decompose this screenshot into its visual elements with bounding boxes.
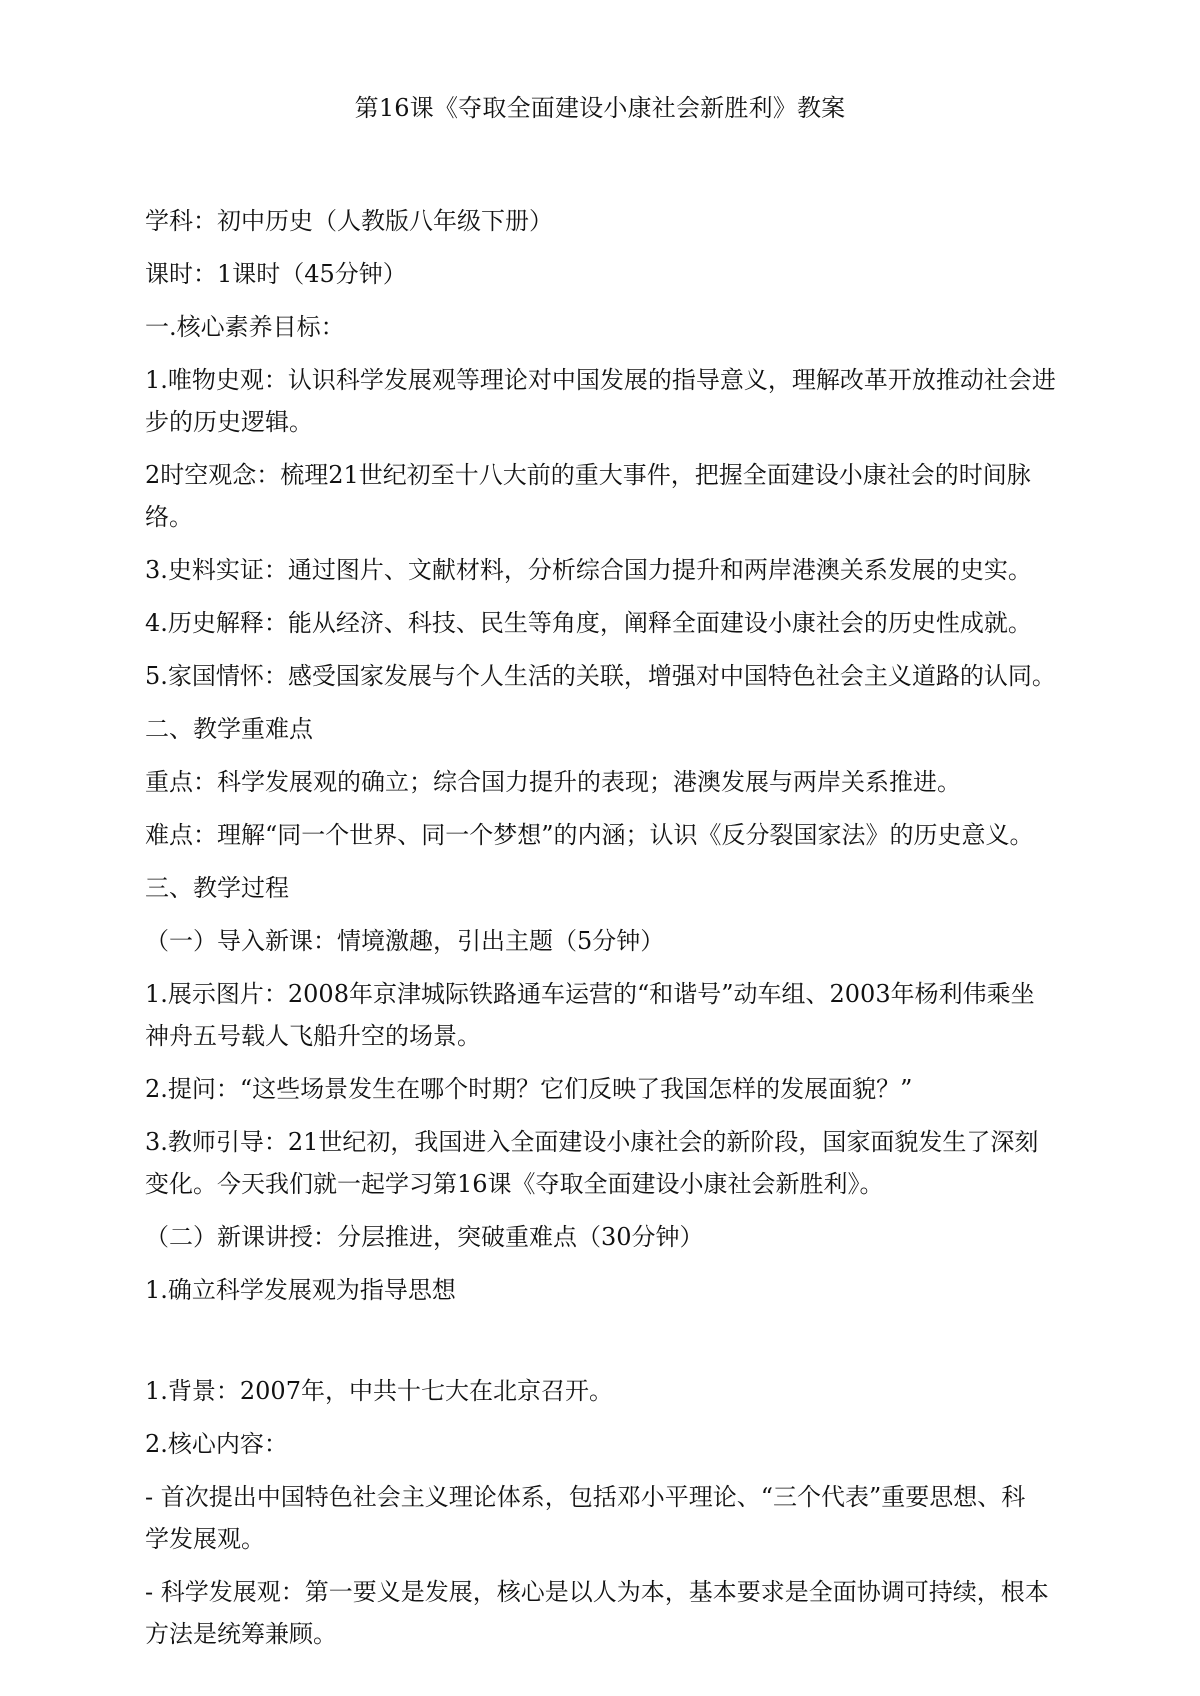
literacy-item-2-line-1: 2时空观念：梳理21世纪初至十八大前的重大事件，把握全面建设小康社会的时间脉 bbox=[145, 461, 1031, 489]
document-title: 第16课《夺取全面建设小康社会新胜利》教案 bbox=[354, 94, 846, 122]
literacy-item-3: 3.史料实证：通过图片、文献材料，分析综合国力提升和两岸港澳关系发展的史实。 bbox=[145, 556, 1032, 584]
core-content-heading: 2.核心内容： bbox=[145, 1430, 288, 1458]
lecture-subheading: （二）新课讲授：分层推进，突破重难点（30分钟） bbox=[145, 1223, 704, 1251]
intro-item-1-line-2: 神舟五号载人飞船升空的场景。 bbox=[145, 1022, 481, 1050]
intro-item-2: 2.提问：“这些场景发生在哪个时期？它们反映了我国怎样的发展面貌？” bbox=[145, 1075, 913, 1103]
core-bullet-2-line-2: 方法是统筹兼顾。 bbox=[145, 1620, 337, 1648]
literacy-item-4: 4.历史解释：能从经济、科技、民生等角度，阐释全面建设小康社会的历史性成就。 bbox=[145, 609, 1032, 637]
intro-item-3-line-1: 3.教师引导：21世纪初，我国进入全面建设小康社会的新阶段，国家面貌发生了深刻 bbox=[145, 1128, 1039, 1156]
intro-item-3-line-2: 变化。今天我们就一起学习第16课《夺取全面建设小康社会新胜利》。 bbox=[145, 1170, 884, 1198]
core-bullet-2-line-1: - 科学发展观：第一要义是发展，核心是以人为本，基本要求是全面协调可持续，根本 bbox=[145, 1578, 1049, 1606]
literacy-item-1-line-1: 1.唯物史观：认识科学发展观等理论对中国发展的指导意义，理解改革开放推动社会进 bbox=[145, 366, 1056, 394]
difficulties-line: 难点：理解“同一个世界、同一个梦想”的内涵；认识《反分裂国家法》的历史意义。 bbox=[145, 821, 1034, 849]
section-heading-core-literacy: 一.核心素养目标： bbox=[145, 313, 345, 341]
literacy-item-2-line-2: 络。 bbox=[145, 503, 193, 531]
literacy-item-1-line-2: 步的历史逻辑。 bbox=[145, 408, 313, 436]
core-bullet-1-line-1: - 首次提出中国特色社会主义理论体系，包括邓小平理论、“三个代表”重要思想、科 bbox=[145, 1483, 1026, 1511]
key-points-line: 重点：科学发展观的确立；综合国力提升的表现；港澳发展与两岸关系推进。 bbox=[145, 768, 961, 796]
class-hours-line: 课时：1课时（45分钟） bbox=[145, 260, 407, 288]
intro-subheading: （一）导入新课：情境激趣，引出主题（5分钟） bbox=[145, 927, 665, 955]
section-heading-key-difficulties: 二、教学重难点 bbox=[145, 715, 313, 743]
literacy-item-5: 5.家国情怀：感受国家发展与个人生活的关联，增强对中国特色社会主义道路的认同。 bbox=[145, 662, 1056, 690]
background-line: 1.背景：2007年，中共十七大在北京召开。 bbox=[145, 1377, 613, 1405]
core-bullet-1-line-2: 学发展观。 bbox=[145, 1525, 265, 1553]
section-heading-teaching-process: 三、教学过程 bbox=[145, 874, 289, 902]
subject-line: 学科：初中历史（人教版八年级下册） bbox=[145, 207, 553, 235]
intro-item-1-line-1: 1.展示图片：2008年京津城际铁路通车运营的“和谐号”动车组、2003年杨利伟乘坐 bbox=[145, 980, 1035, 1008]
lecture-topic-1: 1.确立科学发展观为指导思想 bbox=[145, 1276, 456, 1304]
